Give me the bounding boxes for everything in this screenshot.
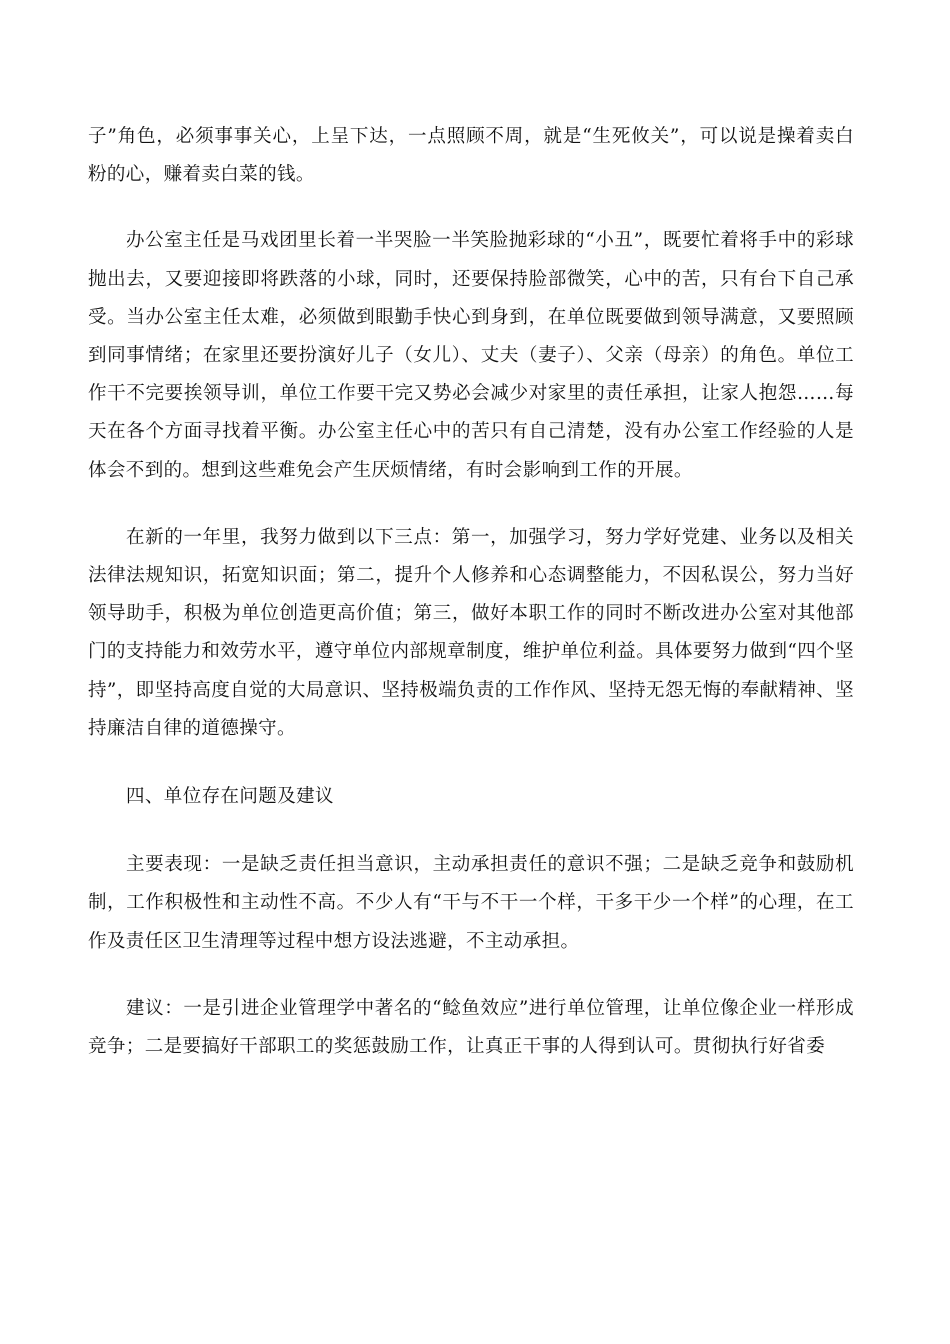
paragraph-continuation: 子”角色，必须事事关心，上呈下达，一点照顾不周，就是“生死攸关”，可以说是操着卖白粉的心，赚着卖白菜的钱。 (88, 126, 854, 186)
paragraph-suggestions: 建议：一是引进企业管理学中著名的“鲶鱼效应”进行单位管理，让单位像企业一样形成竞争；二是要搞好干部职工的奖惩鼓励工作，让真正干事的人得到认可。贯彻执行好省委 (88, 997, 854, 1058)
section-heading-problems: 四、单位存在问题及建议 (126, 786, 334, 808)
paragraph-office-director: 办公室主任是马戏团里长着一半哭脸一半笑脸抛彩球的“小丑”，既要忙着将手中的彩球抛出去，又要迎接即将跌落的小球，同时，还要保持脸部微笑，心中的苦，只有台下自己承受。当办公室主任太难，必须做到眼勤手快心到身到，在单位既要做到领导满意，又要照顾到同事情绪；在家里还要扮演好儿子（女儿）、丈夫（妻子）、父亲（母亲）的角色。单位工作干不完要挨领导训，单位工作要干完又势必会减少对家里的责任承担，让家人抱怨……每天在各个方面寻找着平衡。办公室主任心中的苦只有自己清楚，没有办公室工作经验的人是体会不到的。想到这些难免会产生厌烦情绪，有时会影响到工作的开展。 (88, 230, 854, 481)
paragraph-main-issues: 主要表现：一是缺乏责任担当意识，主动承担责任的意识不强；二是缺乏竞争和鼓励机制，工作积极性和主动性不高。不少人有“干与不干一个样，干多干少一个样”的心理，在工作及责任区卫生清理等过程中想方设法逃避，不主动承担。 (88, 854, 854, 952)
document-page (88, 118, 854, 1066)
paragraph-new-year-plan: 在新的一年里，我努力做到以下三点：第一，加强学习，努力学好党建、业务以及相关法律法规知识，拓宽知识面；第二，提升个人修养和心态调整能力，不因私误公，努力当好领导助手，积极为单位创造更高价值；第三，做好本职工作的同时不断改进办公室对其他部门的支持能力和效劳水平，遵守单位内部规章制度，维护单位利益。具体要努力做到“四个坚持”，即坚持高度自觉的大局意识、坚持极端负责的工作作风、坚持无怨无悔的奉献精神、坚持廉洁自律的道德操守。 (88, 526, 854, 739)
